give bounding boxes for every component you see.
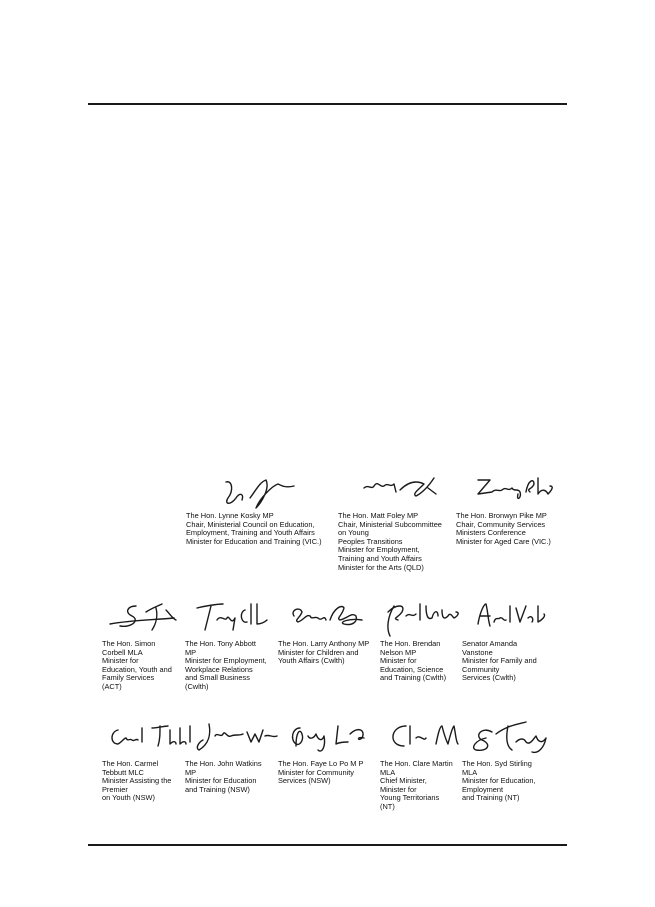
signature-abbott (185, 596, 285, 640)
signatory-caption: The Hon. Carmel Tebbutt MLC Minister Assisting the Premier on Youth (NSW) (102, 759, 172, 803)
signatory-anthony (278, 596, 378, 666)
signatory-caption: The Hon. Bronwyn Pike MP Chair, Community Services Ministers Conference Minister for Aged Care (VIC.) (456, 511, 551, 546)
signatory-watkins (185, 716, 285, 794)
top-rule (88, 103, 567, 105)
signatory-vanstone (462, 596, 562, 683)
signature-anthony (278, 596, 378, 640)
signatory-caption: Senator Amanda Vanstone Minister for Family and Community Services (Cwlth) (462, 639, 537, 683)
signature-pike (456, 468, 566, 512)
signatory-kosky (186, 468, 331, 546)
signatory-caption: The Hon. Tony Abbott MP Minister for Employment, Workplace Relations and Small Business (Cwlth) (185, 639, 267, 691)
signatory-caption: The Hon. John Watkins MP Minister for Education and Training (NSW) (185, 759, 262, 794)
signatory-abbott (185, 596, 285, 692)
signatory-caption: The Hon. Larry Anthony MP Minister for Children and Youth Affairs (Cwlth) (278, 639, 370, 666)
signatory-caption: The Hon. Brendan Nelson MP Minister for Education, Science and Training (Cwlth) (380, 639, 447, 683)
signatory-caption: The Hon. Matt Foley MP Chair, Ministerial Subcommittee on Young Peoples Transitions Minister for Employment, Training and Youth Affairs Minister for the Arts (QLD) (338, 511, 442, 572)
bottom-rule (88, 844, 567, 846)
signatory-caption: The Hon. Clare Martin MLA Chief Minister, Minister for Young Territorians (NT) (380, 759, 453, 811)
signatory-lopo (278, 716, 378, 786)
signatory-caption: The Hon. Simon Corbell MLA Minister for Education, Youth and Family Services (ACT) (102, 639, 172, 691)
signature-kosky (186, 468, 331, 512)
signature-lopo (278, 716, 378, 760)
signatory-caption: The Hon. Faye Lo Po M P Minister for Community Services (NSW) (278, 759, 364, 786)
signatory-pike (456, 468, 566, 546)
signature-vanstone (462, 596, 562, 640)
signatory-caption: The Hon. Syd Stirling MLA Minister for Education, Employment and Training (NT) (462, 759, 536, 803)
signatory-caption: The Hon. Lynne Kosky MP Chair, Ministerial Council on Education, Employment, Training and Youth Affairs Minister for Education and Training (VIC.) (186, 511, 322, 546)
signature-stirling (462, 716, 562, 760)
signatory-stirling (462, 716, 562, 803)
signature-watkins (185, 716, 285, 760)
